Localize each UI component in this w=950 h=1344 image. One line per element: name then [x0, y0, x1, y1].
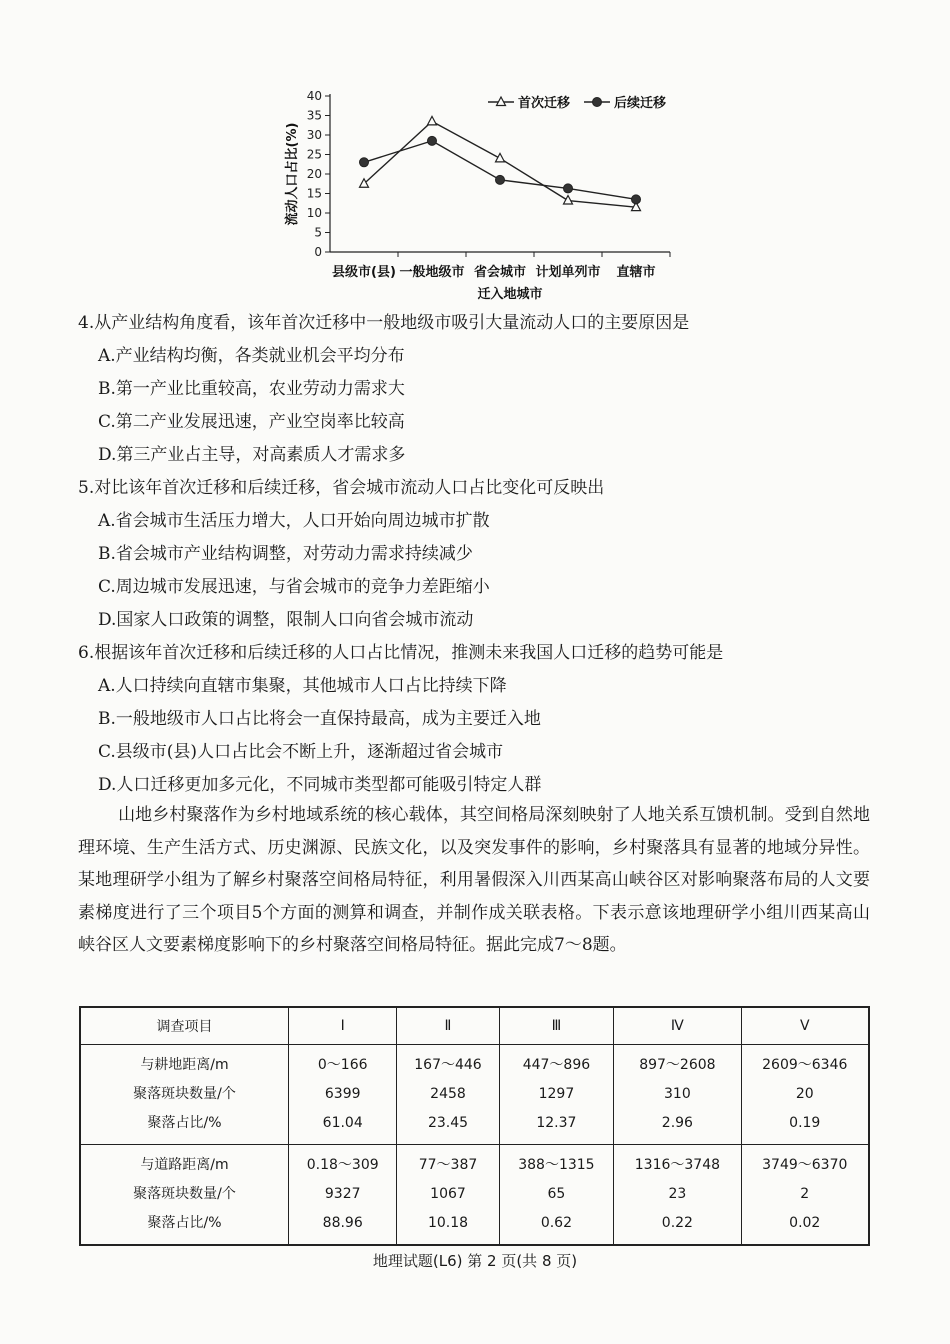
table-col-5 — [741, 1145, 869, 1246]
table-col-1 — [289, 1145, 397, 1246]
question-6-option-a[interactable]: A.人口持续向直辖市集聚，其他城市人口占比持续下降 — [98, 676, 507, 696]
data-point-triangle — [428, 116, 437, 125]
data-point-circle — [496, 175, 505, 184]
x-tick-label: 直辖市 — [616, 265, 656, 280]
table-header-cell: Ⅴ — [741, 1007, 869, 1045]
table-col-1 — [289, 1045, 397, 1145]
legend-label-1: 首次迁移 — [518, 96, 571, 111]
question-6-option-b[interactable]: B.一般地级市人口占比将会一直保持最高，成为主要迁入地 — [98, 709, 541, 729]
table-cell: 6399 — [324, 1086, 361, 1102]
series-line-2 — [364, 141, 636, 200]
table-cell: 1316～3748 — [634, 1157, 721, 1173]
passage-text: 山地乡村聚落作为乡村地域系统的核心载体，其空间格局深刻映射了人地关系互馈机制。受到自然地理环境、生产生活方式、历史渊源、民族文化，以及突发事件的影响，乡村聚落具有显著的地域分异性。某地理研学小组为了解乡村聚落空间格局特征，利用暑假深入川西某高山峡谷区对影响聚落布局的人文要素梯度进行了三个项目5个方面的测算和调查，并制作成关联表格。下表示意该地理研学小组川西某高山峡谷区人文要素梯度影响下的乡村聚落空间格局特征。据此完成7～8题。 — [78, 805, 870, 955]
table-row — [80, 1045, 869, 1145]
y-tick-label: 10 — [306, 206, 322, 220]
table-cell: 2 — [800, 1186, 810, 1202]
x-tick-label: 计划单列市 — [535, 265, 601, 280]
table-cell: 88.96 — [322, 1215, 363, 1231]
table-cell: 10.18 — [427, 1215, 469, 1231]
question-5-stem: 5.对比该年首次迁移和后续迁移，省会城市流动人口占比变化可反映出 — [78, 478, 605, 498]
legend-marker-triangle — [497, 97, 506, 106]
table-cell: 2609～6346 — [762, 1057, 848, 1073]
question-5-option-d[interactable]: D.国家人口政策的调整，限制人口向省会城市流动 — [98, 610, 474, 630]
data-point-circle — [428, 136, 437, 145]
x-tick-label: 县级市(县) — [332, 265, 396, 280]
table-cell: 897～2608 — [639, 1057, 716, 1073]
table-cell: 388～1315 — [518, 1157, 595, 1173]
table-cell: 与耕地距离/m — [140, 1057, 229, 1073]
table-cell: 0.18～309 — [306, 1157, 379, 1173]
table-cell: 聚落斑块数量/个 — [133, 1086, 236, 1102]
data-point-triangle — [564, 196, 573, 205]
y-tick-label: 25 — [306, 147, 322, 162]
table-col-3 — [499, 1045, 614, 1145]
table-cell: 61.04 — [322, 1115, 363, 1131]
table-cell: 9327 — [324, 1186, 361, 1202]
table-col-2 — [397, 1045, 499, 1145]
table-cell: 0.19 — [789, 1115, 821, 1131]
table-cell: 12.37 — [536, 1115, 577, 1131]
question-4-option-b[interactable]: B.第一产业比重较高，农业劳动力需求大 — [98, 379, 405, 399]
table-col-3 — [499, 1145, 614, 1246]
table-row — [80, 1145, 869, 1246]
table-cell: 0.62 — [540, 1215, 572, 1231]
table-cell: 3749～6370 — [762, 1157, 848, 1173]
series-line-1 — [364, 121, 636, 207]
y-tick-label: 15 — [306, 186, 322, 201]
table-cell: 1297 — [538, 1086, 575, 1102]
question-5-option-a[interactable]: A.省会城市生活压力增大，人口开始向周边城市扩散 — [98, 511, 490, 531]
page-footer: 地理试题(L6) 第 2 页(共 8 页) — [372, 1252, 578, 1270]
chart-svg — [270, 82, 690, 304]
question-4-option-c[interactable]: C.第二产业发展迅速，产业空岗率比较高 — [98, 412, 405, 432]
table-cell: 0.22 — [661, 1215, 693, 1231]
x-axis-label: 迁入地城市 — [477, 287, 543, 302]
data-point-circle — [632, 195, 641, 204]
table-cell: 聚落占比/% — [147, 1215, 222, 1231]
y-axis-label: 流动人口占比(%) — [285, 122, 300, 226]
reading-passage — [78, 799, 870, 962]
table-header-cell: 调查项目 — [80, 1007, 289, 1045]
table-cell: 23.45 — [427, 1115, 469, 1131]
table-cell: 0.02 — [789, 1215, 821, 1231]
table-col-2 — [397, 1145, 499, 1246]
table-row-labels — [80, 1145, 289, 1246]
table-col-5 — [741, 1045, 869, 1145]
question-5-option-b[interactable]: B.省会城市产业结构调整，对劳动力需求持续减少 — [98, 544, 473, 564]
table-cell: 2.96 — [661, 1115, 693, 1131]
table-col-4 — [614, 1045, 741, 1145]
y-tick-label: 20 — [306, 167, 322, 181]
table-cell: 聚落斑块数量/个 — [133, 1186, 236, 1202]
question-5-option-c[interactable]: C.周边城市发展迅速，与省会城市的竞争力差距缩小 — [98, 577, 490, 597]
data-point-circle — [360, 158, 369, 167]
table-cell: 65 — [547, 1186, 566, 1202]
y-tick-label: 30 — [306, 128, 322, 142]
table-cell: 20 — [795, 1086, 814, 1102]
y-tick-label: 35 — [306, 108, 322, 123]
table-cell: 0～166 — [317, 1057, 368, 1073]
question-6-stem: 6.根据该年首次迁移和后续迁移的人口占比情况，推测未来我国人口迁移的趋势可能是 — [78, 643, 724, 663]
table-header-row — [80, 1007, 869, 1045]
legend-marker-circle — [593, 98, 602, 107]
table-cell: 与道路距离/m — [140, 1157, 229, 1173]
question-6-option-d[interactable]: D.人口迁移更加多元化，不同城市类型都可能吸引特定人群 — [98, 775, 542, 795]
data-point-circle — [564, 184, 573, 193]
table-cell: 1067 — [430, 1186, 466, 1202]
data-point-triangle — [496, 153, 505, 162]
legend-label-2: 后续迁移 — [614, 96, 667, 111]
x-tick-label: 省会城市 — [473, 265, 527, 280]
table-row-labels — [80, 1045, 289, 1145]
question-4-option-a[interactable]: A.产业结构均衡，各类就业机会平均分布 — [98, 346, 405, 366]
table-header-cell: Ⅲ — [499, 1007, 614, 1045]
table-cell: 23 — [668, 1186, 687, 1202]
data-table — [79, 1006, 870, 1246]
y-tick-label: 40 — [306, 89, 322, 103]
question-4-stem: 4.从产业结构角度看，该年首次迁移中一般地级市吸引大量流动人口的主要原因是 — [78, 313, 690, 333]
line-chart — [270, 82, 690, 304]
table-cell: 447～896 — [522, 1057, 591, 1073]
table-header-cell: Ⅰ — [289, 1007, 397, 1045]
y-tick-label: 5 — [314, 225, 322, 240]
table-cell: 2458 — [430, 1086, 466, 1102]
table-cell: 167～446 — [414, 1057, 482, 1073]
x-tick-label: 一般地级市 — [399, 265, 465, 280]
question-6-option-c[interactable]: C.县级市(县)人口占比会不断上升，逐渐超过省会城市 — [98, 742, 504, 762]
table-cell: 77～387 — [418, 1157, 478, 1173]
table-col-4 — [614, 1145, 741, 1246]
table-cell: 聚落占比/% — [147, 1115, 222, 1131]
table-header-cell: Ⅳ — [614, 1007, 741, 1045]
y-tick-label: 0 — [314, 245, 322, 259]
table-header-cell: Ⅱ — [397, 1007, 499, 1045]
table-cell: 310 — [664, 1086, 691, 1102]
question-4-option-d[interactable]: D.第三产业占主导，对高素质人才需求多 — [98, 445, 406, 465]
